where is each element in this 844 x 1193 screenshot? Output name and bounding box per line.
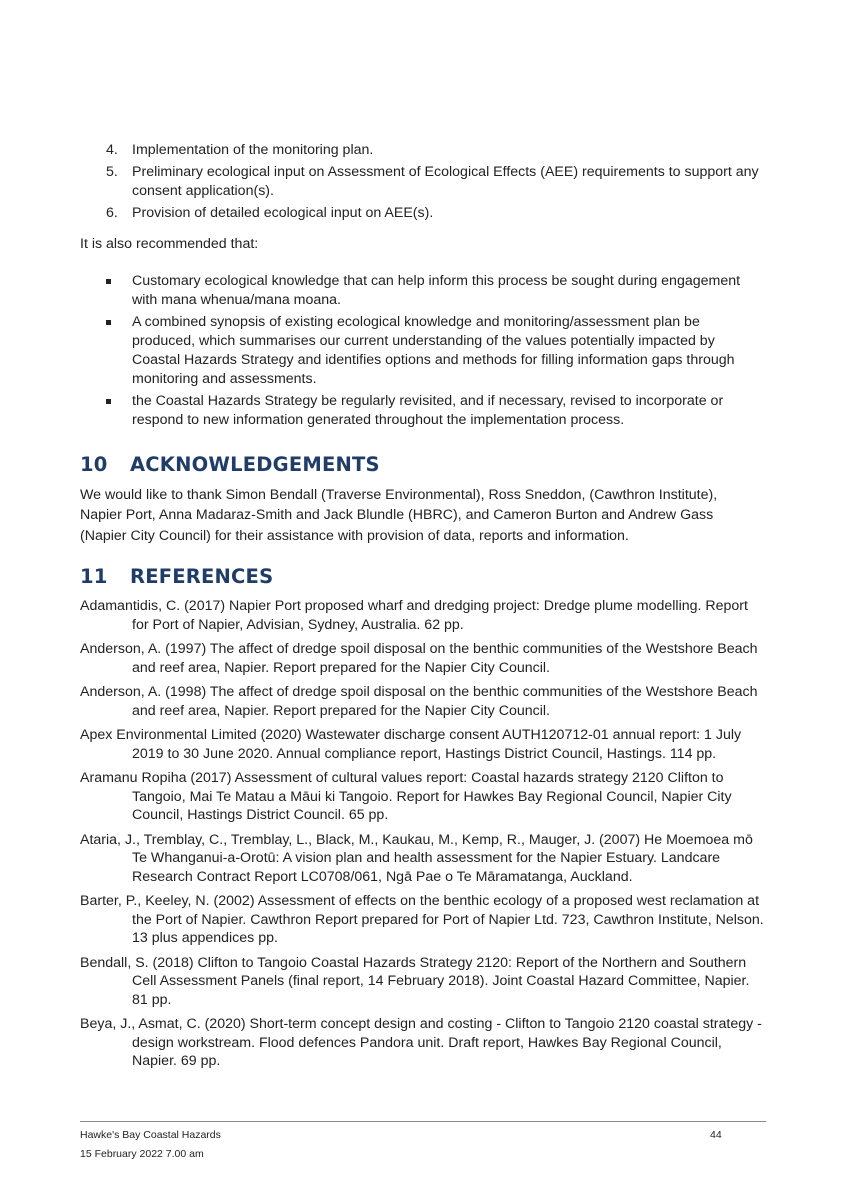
bullet-item [80, 313, 760, 389]
list-item-number: 5. [106, 164, 118, 180]
references-heading [80, 565, 760, 588]
reference-entry: Bendall, S. (2018) Clifton to Tangoio Coastal Hazards Strategy 2120: Report of the Northern and Southern Cell Assessment Panels (final report, 14 February 2018). Joint Coastal Hazard Committee, Napier. 81 pp. [80, 954, 750, 1008]
bullet-item [80, 392, 760, 430]
bullet-text: Customary ecological knowledge that can help inform this process be sought during engagement with mana whenua/mana moana. [132, 273, 741, 308]
list-item-text: Preliminary ecological input on Assessment of Ecological Effects (AEE) requirements to support any consent application(s). [132, 164, 759, 199]
list-item [80, 163, 760, 201]
footer-divider [80, 1121, 766, 1122]
square-bullet-icon [106, 320, 111, 325]
references-list [80, 597, 764, 1077]
reference-entry: Adamantidis, C. (2017) Napier Port proposed wharf and dredging project: Dredge plume modelling. Report for Port of Napier, Advisian, Sydney, Australia. 62 pp. [80, 598, 748, 633]
bullet-text: the Coastal Hazards Strategy be regularly revisited, and if necessary, revised to incorporate or respond to new information generated throughout the implementation process. [132, 393, 724, 428]
section-number: 11 [80, 565, 108, 588]
square-bullet-icon [106, 279, 111, 284]
reference-entry: Anderson, A. (1998) The affect of dredge spoil disposal on the benthic communities of the Westshore Beach and reef area, Napier. Report prepared for the Napier City Council. [80, 684, 758, 719]
list-item-text: Provision of detailed ecological input on AEE(s). [132, 205, 434, 221]
bullet-item [80, 272, 760, 310]
reference-entry: Barter, P., Keeley, N. (2002) Assessment of effects on the benthic ecology of a proposed west reclamation at the Port of Napier. Cawthron Report prepared for Port of Napier Ltd. 723, Cawthron Institute, Nelson. 13 plus appendices pp. [80, 893, 764, 946]
reference-entry: Apex Environmental Limited (2020) Wastewater discharge consent AUTH120712-01 annual report: 1 July 2019 to 30 June 2020. Annual compliance report, Hastings District Council, Hastings. 114 pp. [80, 727, 742, 762]
list-item-number: 6. [106, 205, 118, 221]
list-item [80, 204, 760, 223]
numbered-list [80, 141, 760, 226]
section-title: ACKNOWLEDGEMENTS [130, 453, 380, 476]
footer-date: 15 February 2022 7.00 am [80, 1148, 204, 1160]
recommendation-bullets [80, 272, 760, 433]
reference-entry: Aramanu Ropiha (2017) Assessment of cultural values report: Coastal hazards strategy 2120 Clifton to Tangoio, Mai Te Matau a Māui ki Tangoio. Report for Hawkes Bay Regional Council, Napier City Council, Hastings District Council. 65 pp. [80, 770, 732, 823]
bullet-text: A combined synopsis of existing ecological knowledge and monitoring/assessment plan be produced, which summarises our current understanding of the values potentially impacted by Coastal Hazards Strategy and identifies options and methods for filling information gaps through monitoring and assessments. [132, 314, 735, 387]
section-number: 10 [80, 453, 108, 476]
reference-entry: Ataria, J., Tremblay, C., Tremblay, L., Black, M., Kaukau, M., Kemp, R., Mauger, J. (2007) He Moemoea mō Te Whanganui-a-Orotū: A vision plan and health assessment for the Napier Estuary. Landcare Research Contract Report LC0708/061, Ngā Pae o Te Māramatanga, Auckland. [80, 831, 753, 885]
list-item-number: 4. [106, 142, 118, 158]
list-item [80, 141, 760, 160]
list-item-text: Implementation of the monitoring plan. [132, 142, 374, 158]
acknowledgements-heading [80, 453, 760, 476]
square-bullet-icon [106, 399, 111, 404]
footer-title: Hawke's Bay Coastal Hazards [80, 1129, 221, 1141]
reference-entry: Anderson, A. (1997) The affect of dredge spoil disposal on the benthic communities of the Westshore Beach and reef area, Napier. Report prepared for the Napier City Council. [80, 641, 758, 676]
section-title: REFERENCES [130, 565, 274, 588]
acknowledgements-text: We would like to thank Simon Bendall (Traverse Environmental), Ross Sneddon, (Cawthron Institute), Napier Port, Anna Madaraz-Smith and Jack Blundle (HBRC), and Cameron Burton and Andrew Gass (Napier City Council) for their assistance with provision of data, reports and information. [80, 487, 718, 544]
recommendation-intro: It is also recommended that: [80, 236, 259, 252]
reference-entry: Beya, J., Asmat, C. (2020) Short-term concept design and costing - Clifton to Tangoio 2120 coastal strategy - design workstream. Flood defences Pandora unit. Draft report, Hawkes Bay Regional Council, Napier. 69 pp. [80, 1016, 762, 1069]
page-number: 44 [710, 1129, 722, 1141]
